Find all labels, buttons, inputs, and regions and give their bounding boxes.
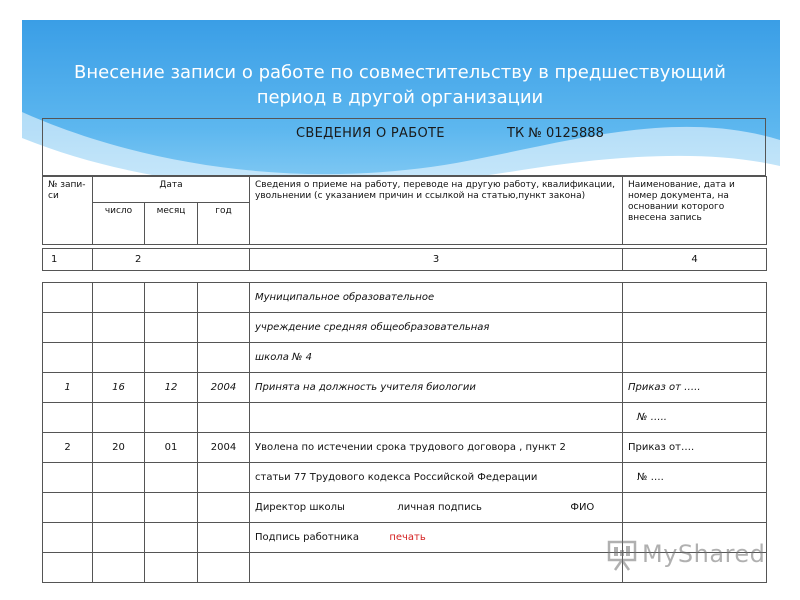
record-number-cell: 1 bbox=[43, 373, 93, 403]
table-row bbox=[43, 343, 767, 373]
employee-signature-cell bbox=[250, 523, 623, 553]
record-number-cell bbox=[43, 463, 93, 493]
year-cell bbox=[198, 493, 250, 523]
year-cell: 2004 bbox=[198, 433, 250, 463]
work-info-cell bbox=[250, 553, 623, 583]
day-cell bbox=[93, 463, 145, 493]
month-cell bbox=[145, 553, 198, 583]
work-info-cell: Принята на должность учителя биологии bbox=[250, 373, 623, 403]
month-cell: 01 bbox=[145, 433, 198, 463]
work-info-cell: учреждение средняя общеобразовательная bbox=[250, 313, 623, 343]
header-work-info: Сведения о приеме на работу, переводе на другую работу, квалификации, увольнении (с указанием причин и ссылкой на статью,пункт закона) bbox=[250, 177, 623, 245]
work-info-cell: Муниципальное образовательное bbox=[250, 283, 623, 313]
document-cell: Приказ от ….. bbox=[623, 373, 767, 403]
table-row bbox=[43, 463, 767, 493]
document-cell: Приказ от…. bbox=[623, 433, 767, 463]
document-cell bbox=[623, 493, 767, 523]
column-number-1: 1 bbox=[43, 249, 93, 271]
table-row bbox=[43, 313, 767, 343]
document-cell: № ….. bbox=[623, 403, 767, 433]
day-cell bbox=[93, 493, 145, 523]
year-cell bbox=[198, 553, 250, 583]
month-cell bbox=[145, 313, 198, 343]
day-cell bbox=[93, 553, 145, 583]
column-header-table bbox=[42, 176, 767, 245]
myshared-watermark bbox=[606, 538, 766, 574]
record-number-cell bbox=[43, 343, 93, 373]
signature-cell bbox=[250, 493, 623, 523]
month-cell bbox=[145, 463, 198, 493]
table-row bbox=[43, 373, 767, 403]
presentation-board-icon bbox=[606, 538, 638, 572]
day-cell bbox=[93, 403, 145, 433]
stamp-label: печать bbox=[389, 532, 426, 543]
header-record-number: № запи- си bbox=[43, 177, 93, 245]
year-cell bbox=[198, 523, 250, 553]
month-cell: 12 bbox=[145, 373, 198, 403]
work-info-band bbox=[42, 118, 766, 176]
year-cell bbox=[198, 283, 250, 313]
year-cell bbox=[198, 463, 250, 493]
record-number-cell bbox=[43, 403, 93, 433]
title-line-2: период в другой организации bbox=[256, 87, 544, 108]
month-cell bbox=[145, 343, 198, 373]
director-label: Директор школы bbox=[255, 502, 345, 513]
record-number-cell: 2 bbox=[43, 433, 93, 463]
year-cell: 2004 bbox=[198, 373, 250, 403]
table-row bbox=[43, 433, 767, 463]
record-number-cell bbox=[43, 553, 93, 583]
year-cell bbox=[198, 343, 250, 373]
day-cell: 16 bbox=[93, 373, 145, 403]
employee-signature-label: Подпись работника bbox=[255, 532, 359, 543]
labor-book-number: ТК № 0125888 bbox=[507, 126, 604, 141]
day-cell bbox=[93, 283, 145, 313]
header-year: год bbox=[198, 203, 250, 245]
header-day: число bbox=[93, 203, 145, 245]
work-info-cell bbox=[250, 403, 623, 433]
column-number-3: 3 bbox=[250, 249, 623, 271]
document-cell bbox=[623, 313, 767, 343]
month-cell bbox=[145, 403, 198, 433]
title-line-1: Внесение записи о работе по совместительству в предшествующий bbox=[74, 62, 726, 83]
month-cell bbox=[145, 523, 198, 553]
work-info-cell: Уволена по истечении срока трудового договора , пункт 2 bbox=[250, 433, 623, 463]
document-cell bbox=[623, 283, 767, 313]
record-number-cell bbox=[43, 523, 93, 553]
year-cell bbox=[198, 313, 250, 343]
day-cell bbox=[93, 343, 145, 373]
table-row bbox=[43, 493, 767, 523]
year-cell bbox=[198, 403, 250, 433]
day-cell bbox=[93, 523, 145, 553]
work-info-cell: статьи 77 Трудового кодекса Российской Федерации bbox=[250, 463, 623, 493]
header-month: месяц bbox=[145, 203, 198, 245]
work-info-cell: школа № 4 bbox=[250, 343, 623, 373]
column-number-table bbox=[42, 248, 767, 271]
day-cell: 20 bbox=[93, 433, 145, 463]
personal-signature-label: личная подпись bbox=[397, 502, 482, 513]
document-cell bbox=[623, 343, 767, 373]
full-name-label: ФИО bbox=[570, 502, 595, 513]
record-number-cell bbox=[43, 283, 93, 313]
month-cell bbox=[145, 283, 198, 313]
slide-title bbox=[40, 60, 760, 110]
header-document: Наименование, дата и номер документа, на основании которого внесена запись bbox=[623, 177, 767, 245]
column-number-2: 2 bbox=[93, 249, 250, 271]
document-cell: № …. bbox=[623, 463, 767, 493]
header-date: Дата bbox=[93, 177, 250, 203]
month-cell bbox=[145, 493, 198, 523]
day-cell bbox=[93, 313, 145, 343]
column-number-4: 4 bbox=[623, 249, 767, 271]
table-row bbox=[43, 283, 767, 313]
table-row bbox=[43, 403, 767, 433]
record-number-cell bbox=[43, 493, 93, 523]
watermark-text: MyShared bbox=[642, 540, 766, 568]
work-info-heading: СВЕДЕНИЯ О РАБОТЕ bbox=[296, 126, 445, 141]
record-number-cell bbox=[43, 313, 93, 343]
